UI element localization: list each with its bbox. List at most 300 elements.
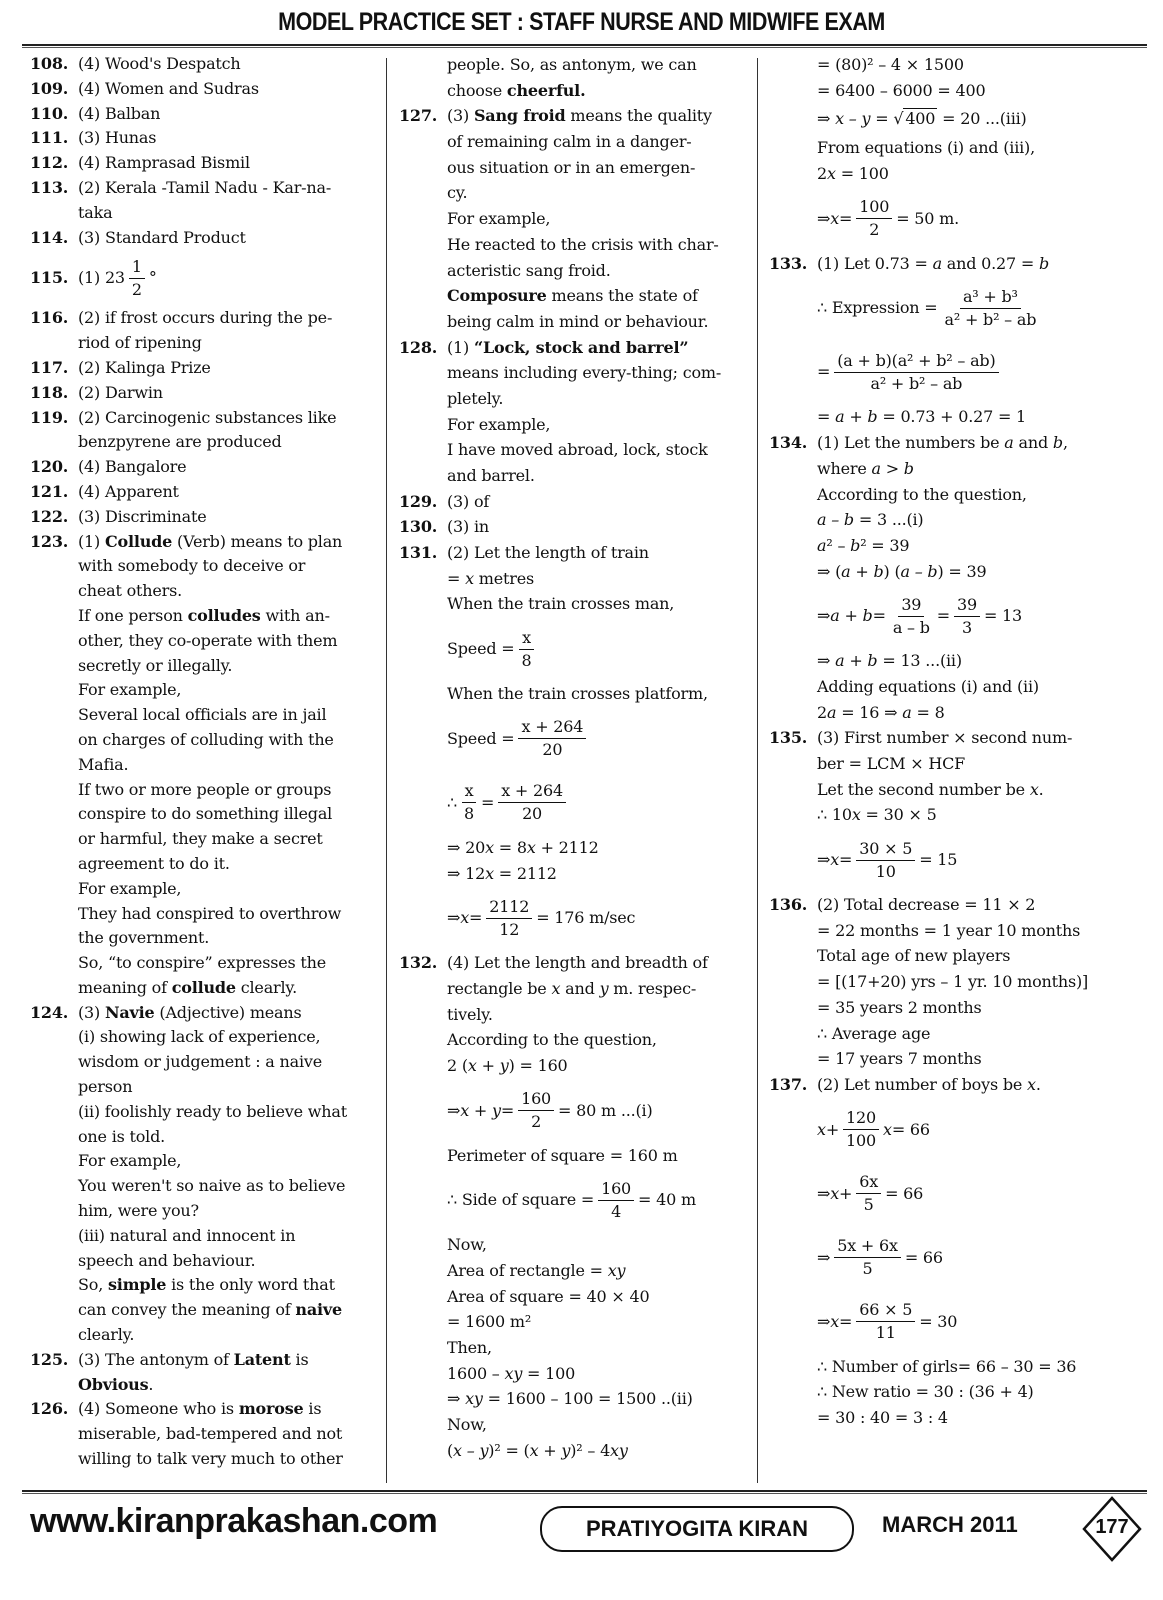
text-segment: For example, — [78, 1151, 182, 1171]
fraction — [461, 780, 477, 825]
text-line — [399, 412, 751, 438]
text-line — [30, 604, 382, 629]
text-segment: the government. — [78, 928, 210, 948]
text-line — [30, 52, 382, 77]
text-segment: = 8 — [493, 837, 527, 857]
text-segment: willing to talk very much to other — [78, 1449, 343, 1469]
text-line — [769, 802, 1139, 828]
bold-term: Latent — [233, 1349, 291, 1369]
text-line — [30, 629, 382, 654]
text-segment: Adding equations (i) and (ii) — [817, 676, 1039, 696]
fraction-numerator: 160 — [598, 1178, 634, 1201]
text-line — [30, 1397, 382, 1422]
text-line — [30, 530, 382, 555]
text-segment: with somebody to deceive or — [78, 556, 306, 576]
text-segment: (4) Bangalore — [78, 457, 187, 477]
question-number: 128. — [399, 337, 438, 357]
math-variable: a + b — [841, 561, 884, 581]
text-segment: ber = LCM × HCF — [817, 754, 966, 773]
text-segment: meaning of — [78, 977, 172, 997]
fraction-numerator: 5x + 6x — [834, 1235, 901, 1258]
text-segment: . — [1035, 1074, 1041, 1094]
text-segment: means the state of — [546, 286, 698, 306]
math-variable: x + y — [467, 1055, 509, 1075]
fraction — [518, 1088, 554, 1133]
math-variable: x — [830, 208, 840, 228]
text-segment: 2 — [817, 164, 827, 184]
text-segment: is — [303, 1399, 322, 1419]
answer-column-right — [769, 52, 1139, 1431]
text-line — [769, 340, 1139, 404]
fraction-numerator: x + 264 — [518, 716, 586, 739]
fraction-denominator: 11 — [875, 1323, 896, 1343]
issue-date: MARCH 2011 — [882, 1512, 1018, 1537]
text-line — [769, 1290, 1139, 1354]
fraction-denominator: 8 — [521, 650, 532, 670]
question-number: 133. — [769, 253, 808, 273]
text-segment: one is told. — [78, 1126, 166, 1146]
text-line — [30, 1373, 382, 1398]
radicand: 400 — [905, 109, 936, 129]
text-line — [399, 232, 751, 258]
fraction — [954, 594, 980, 639]
text-line — [30, 77, 382, 102]
text-segment: From equations (i) and (iii), — [817, 138, 1035, 158]
question-number: 122. — [30, 506, 69, 526]
text-line — [399, 437, 751, 463]
text-segment: cy. — [447, 183, 468, 203]
text-segment: or harmful, they make a secret — [78, 829, 323, 849]
text-line — [30, 1174, 382, 1199]
text-segment: Area of rectangle = — [447, 1261, 608, 1280]
math-variable: x — [485, 863, 494, 883]
question-number: 110. — [30, 103, 69, 123]
text-line — [769, 1098, 1139, 1162]
text-line — [769, 1162, 1139, 1226]
text-segment: = — [839, 850, 853, 870]
fraction-denominator: a² + b² – ab — [944, 309, 1037, 329]
text-line — [399, 335, 751, 361]
text-segment: = — [817, 362, 831, 382]
text-line — [30, 381, 382, 406]
question-number: 125. — [30, 1349, 69, 1369]
text-line — [399, 540, 751, 566]
question-number: 129. — [399, 491, 438, 511]
math-variable: a — [1004, 433, 1014, 453]
question-number: 108. — [30, 54, 69, 73]
text-line — [399, 861, 751, 887]
text-segment: = 3 ...(i) — [853, 510, 924, 530]
math-variable: x — [1027, 1074, 1036, 1094]
text-segment: (3) Discriminate — [78, 506, 207, 526]
text-line — [399, 1168, 751, 1232]
fraction-denominator: 5 — [863, 1195, 874, 1215]
question-number: 118. — [30, 382, 69, 402]
math-variable: x – y — [835, 109, 871, 129]
answer-column-left — [30, 52, 382, 1472]
text-line — [30, 678, 382, 703]
text-line — [30, 1348, 382, 1373]
text-segment: = 80 m ...(i) — [558, 1100, 653, 1120]
math-variable: x — [460, 908, 470, 928]
text-segment: = 176 m/sec — [536, 908, 636, 928]
text-line — [399, 283, 751, 309]
text-line — [769, 828, 1139, 892]
text-segment: So, “to conspire” expresses the — [78, 953, 326, 973]
text-line — [30, 1249, 382, 1274]
text-segment: According to the question, — [817, 484, 1027, 504]
text-line — [769, 1072, 1139, 1098]
text-segment: (4) Ramprasad Bismil — [78, 153, 250, 173]
text-segment: conspire to do something illegal — [78, 804, 333, 824]
math-variable: b — [850, 535, 861, 555]
question-number: 131. — [399, 543, 438, 563]
text-segment: ∴ — [447, 792, 457, 812]
text-segment: pletely. — [447, 388, 504, 408]
fraction-numerator: 30 × 5 — [856, 838, 915, 861]
text-segment: other, they co-operate with them — [78, 630, 338, 650]
text-segment: Let the second number be — [817, 779, 1030, 799]
text-segment: + — [825, 1119, 840, 1139]
text-segment: (Verb) means to plan — [172, 531, 343, 551]
fraction-denominator: a² + b² – ab — [870, 373, 963, 393]
text-segment: ous situation or in an emergen- — [447, 157, 696, 177]
text-line — [399, 1284, 751, 1310]
text-segment: (1) 23 — [78, 268, 125, 288]
text-line — [769, 430, 1139, 456]
text-segment: = (80)² – 4 × 1500 — [817, 55, 964, 74]
question-number: 117. — [30, 357, 69, 377]
text-line — [30, 951, 382, 976]
math-variable: a — [826, 702, 837, 722]
text-segment: ∴ New ratio = 30 : (36 + 4) — [817, 1382, 1034, 1402]
text-line — [30, 1050, 382, 1075]
text-line — [399, 463, 751, 489]
text-line — [399, 78, 751, 104]
text-line — [30, 654, 382, 679]
text-segment: (i) showing lack of experience, — [78, 1027, 321, 1047]
fraction — [834, 1235, 901, 1280]
text-line — [399, 1232, 751, 1258]
text-segment: Area of square = 40 × 40 — [447, 1286, 650, 1306]
fraction-numerator: x — [462, 780, 477, 803]
text-line — [30, 102, 382, 127]
text-segment: . — [148, 1374, 154, 1394]
text-line — [399, 360, 751, 386]
text-segment: I have moved abroad, lock, stock — [447, 440, 708, 460]
math-variable: a – b — [900, 561, 938, 581]
text-line — [30, 356, 382, 381]
fraction-numerator: 120 — [843, 1107, 879, 1130]
text-line — [30, 554, 382, 579]
fraction-denominator: 100 — [846, 1131, 876, 1151]
text-line — [30, 753, 382, 778]
math-variable: x — [830, 850, 840, 870]
text-segment: According to the question, — [447, 1030, 657, 1050]
fraction-denominator: 20 — [542, 740, 563, 760]
question-number: 130. — [399, 517, 438, 537]
text-line — [769, 892, 1139, 918]
text-segment: (4) Women and Sudras — [78, 78, 259, 98]
text-segment: with an- — [260, 605, 330, 625]
text-segment: + — [839, 1183, 853, 1203]
text-segment: ∴ 10 — [817, 805, 852, 825]
math-variable: y — [599, 978, 609, 998]
text-segment: = 13 ...(ii) — [877, 651, 962, 671]
bold-term: Obvious — [78, 1374, 149, 1394]
text-segment: = 2112 — [493, 863, 557, 883]
text-segment: = 8 — [911, 702, 945, 722]
text-segment: of remaining calm in a danger- — [447, 132, 692, 152]
math-variable: b — [1052, 433, 1063, 453]
fraction-denominator: 3 — [961, 617, 972, 637]
bold-term: “Lock, stock and barrel” — [473, 337, 689, 357]
question-number: 116. — [30, 308, 69, 328]
text-segment: = 15 — [919, 850, 958, 870]
text-segment: ⇒ — [447, 908, 461, 928]
text-segment: (1) — [447, 337, 474, 357]
math-variable: x — [551, 978, 561, 998]
text-segment: ⇒ — [817, 1311, 831, 1331]
text-segment: You weren't so naive as to believe — [78, 1176, 346, 1196]
fraction — [834, 350, 998, 395]
text-line — [769, 1379, 1139, 1405]
fraction — [942, 286, 1040, 331]
text-segment: = — [500, 1100, 515, 1120]
text-line — [30, 1273, 382, 1298]
bold-term: cheerful. — [506, 80, 586, 100]
text-line — [769, 161, 1139, 187]
fraction-numerator: 39 — [898, 594, 924, 617]
question-number: 137. — [769, 1074, 808, 1094]
text-segment: (2) if frost occurs during the pe- — [78, 308, 333, 328]
text-line — [30, 1001, 382, 1026]
question-number: 126. — [30, 1399, 69, 1419]
question-number: 124. — [30, 1002, 69, 1022]
text-segment: = 66 — [904, 1247, 943, 1267]
text-segment: = 66 — [891, 1119, 930, 1139]
text-segment: = 13 — [983, 606, 1023, 626]
text-segment: ² – — [826, 535, 851, 555]
text-segment: (3) in — [447, 517, 489, 537]
text-segment: ∴ Side of square = — [447, 1190, 595, 1210]
text-segment: = 0.73 + 0.27 = 1 — [877, 407, 1027, 427]
text-line — [399, 1079, 751, 1143]
text-segment: = 30 : 40 = 3 : 4 — [817, 1407, 948, 1427]
text-line — [30, 1224, 382, 1249]
text-segment: and — [1013, 433, 1053, 453]
text-line — [399, 309, 751, 335]
page-number: 177 — [1095, 1516, 1129, 1538]
text-segment: (2) Total decrease = 11 × 2 — [817, 895, 1036, 915]
text-line — [30, 1125, 382, 1150]
math-variable: b — [1038, 253, 1050, 273]
text-line — [399, 1143, 751, 1169]
text-segment: = 1600 m² — [447, 1312, 532, 1332]
text-segment: When the train crosses man, — [447, 594, 675, 614]
text-line — [30, 406, 382, 431]
text-line — [399, 591, 751, 617]
text-line — [769, 674, 1139, 700]
text-line — [399, 1361, 751, 1387]
text-line — [399, 180, 751, 206]
text-segment: 2 — [817, 702, 827, 722]
math-variable: a > b — [871, 458, 914, 478]
text-segment: can convey the meaning of — [78, 1300, 296, 1320]
text-segment: ⇒ — [447, 1100, 461, 1120]
website-link[interactable]: www.kiranprakashan.com — [30, 1502, 438, 1540]
question-number: 121. — [30, 481, 69, 501]
text-line — [399, 1027, 751, 1053]
text-segment: rectangle be — [447, 978, 552, 998]
text-line — [30, 250, 382, 306]
fraction — [856, 196, 892, 241]
fraction — [856, 1171, 881, 1216]
text-segment: ⇒ — [817, 1183, 831, 1203]
text-line — [399, 566, 751, 592]
text-segment: ⇒ — [817, 850, 831, 870]
text-segment: clearly. — [78, 1325, 135, 1345]
fraction-denominator: 5 — [862, 1259, 873, 1279]
text-line — [769, 1021, 1139, 1047]
text-segment: )² – 4 — [570, 1440, 611, 1460]
text-segment: (3) The antonym of — [78, 1349, 234, 1369]
text-segment: When the train crosses platform, — [447, 684, 708, 704]
question-number: 136. — [769, 895, 808, 915]
text-line — [30, 331, 382, 356]
text-segment: (1) Let the numbers be — [817, 433, 1005, 453]
text-segment: ⇒ — [817, 109, 836, 129]
text-line — [769, 995, 1139, 1021]
text-segment: (3) — [447, 106, 474, 126]
text-line — [399, 155, 751, 181]
text-line — [769, 777, 1139, 803]
fraction — [890, 594, 933, 639]
question-number: 119. — [30, 407, 69, 427]
text-segment: (Adjective) means — [154, 1002, 302, 1022]
question-number: 111. — [30, 128, 69, 148]
text-line — [769, 584, 1139, 648]
text-line — [30, 226, 382, 251]
text-segment: = 50 m. — [896, 208, 960, 228]
text-line — [769, 1354, 1139, 1380]
text-line — [769, 533, 1139, 559]
fraction-numerator: 2112 — [486, 896, 532, 919]
text-segment: on charges of colluding with the — [78, 729, 334, 749]
math-variable: x — [817, 1119, 826, 1139]
text-segment: = — [839, 208, 853, 228]
text-segment: (3) Standard Product — [78, 227, 246, 247]
text-segment: means including every-thing; com- — [447, 363, 722, 383]
math-variable: x — [851, 805, 861, 825]
text-line — [769, 648, 1139, 674]
text-line — [769, 135, 1139, 161]
text-segment: (1) Let 0.73 = — [817, 253, 933, 273]
text-segment: Now, — [447, 1235, 487, 1255]
text-segment: = — [469, 908, 483, 928]
text-line — [30, 306, 382, 331]
bold-term: Navie — [104, 1002, 155, 1022]
fraction-numerator: 1 — [129, 256, 145, 279]
text-segment: Speed = — [447, 639, 515, 659]
fraction — [598, 1178, 634, 1223]
text-segment: = 17 years 7 months — [817, 1049, 982, 1069]
text-segment: (ii) foolishly ready to believe what — [78, 1101, 347, 1121]
text-segment: = 22 months = 1 year 10 months — [817, 920, 1081, 940]
text-segment: ° — [148, 268, 157, 288]
question-number: 112. — [30, 153, 69, 173]
text-segment: 2 ( — [447, 1055, 468, 1075]
fraction-denominator: 2 — [531, 1112, 542, 1132]
text-segment: him, were you? — [78, 1201, 199, 1221]
text-line — [399, 129, 751, 155]
text-segment: wisdom or judgement : a naive — [78, 1052, 322, 1072]
text-line — [769, 559, 1139, 585]
math-variable: a — [902, 702, 912, 722]
text-line — [30, 505, 382, 530]
text-segment: being calm in mind or behaviour. — [447, 311, 709, 331]
text-line — [769, 456, 1139, 482]
fraction-denominator: 20 — [522, 804, 543, 824]
text-segment: = 30 × 5 — [860, 805, 937, 825]
text-line — [769, 187, 1139, 251]
text-segment: cheat others. — [78, 581, 182, 601]
text-segment: where — [817, 458, 872, 478]
text-segment: He reacted to the crisis with char- — [447, 234, 719, 254]
text-segment: ∴ Expression = — [817, 298, 938, 318]
text-line — [30, 1100, 382, 1125]
math-variable: xy — [465, 1389, 483, 1409]
text-segment: = 30 — [919, 1311, 958, 1331]
text-line — [399, 1412, 751, 1438]
question-number: 113. — [30, 177, 69, 197]
text-line — [769, 1046, 1139, 1072]
text-segment: is — [290, 1349, 309, 1369]
math-variable: xy — [607, 1261, 626, 1280]
math-variable: x — [465, 568, 474, 588]
text-segment: = — [447, 568, 466, 588]
text-line — [399, 1002, 751, 1028]
text-line — [399, 617, 751, 681]
math-variable: x + y — [529, 1440, 571, 1460]
text-segment: (2) Carcinogenic substances like — [78, 407, 337, 427]
text-line — [769, 918, 1139, 944]
text-line — [399, 386, 751, 412]
text-segment: (4) Wood's Despatch — [78, 54, 241, 73]
fraction-numerator: (a + b)(a² + b² – ab) — [834, 350, 998, 373]
text-segment: ∴ Average age — [817, 1023, 931, 1043]
text-segment: acteristic sang froid. — [447, 260, 611, 280]
fraction — [856, 1299, 915, 1344]
text-line — [30, 1075, 382, 1100]
text-line — [399, 489, 751, 515]
text-line — [399, 1438, 751, 1464]
radical-sign-icon: √ — [893, 109, 904, 129]
text-segment: = 1600 – 100 = 1500 ..(ii) — [482, 1389, 693, 1409]
fraction-denominator: 4 — [611, 1201, 622, 1221]
fraction-denominator: 2 — [131, 279, 142, 299]
question-number: 132. — [399, 953, 438, 973]
fraction-denominator: 2 — [869, 220, 880, 240]
text-segment: ( — [447, 1440, 454, 1460]
text-line — [399, 886, 751, 950]
text-line — [399, 976, 751, 1002]
text-line — [399, 258, 751, 284]
text-segment: = 100 — [835, 164, 889, 184]
text-line — [30, 201, 382, 226]
text-segment: 1600 – — [447, 1363, 505, 1383]
text-line — [769, 482, 1139, 508]
